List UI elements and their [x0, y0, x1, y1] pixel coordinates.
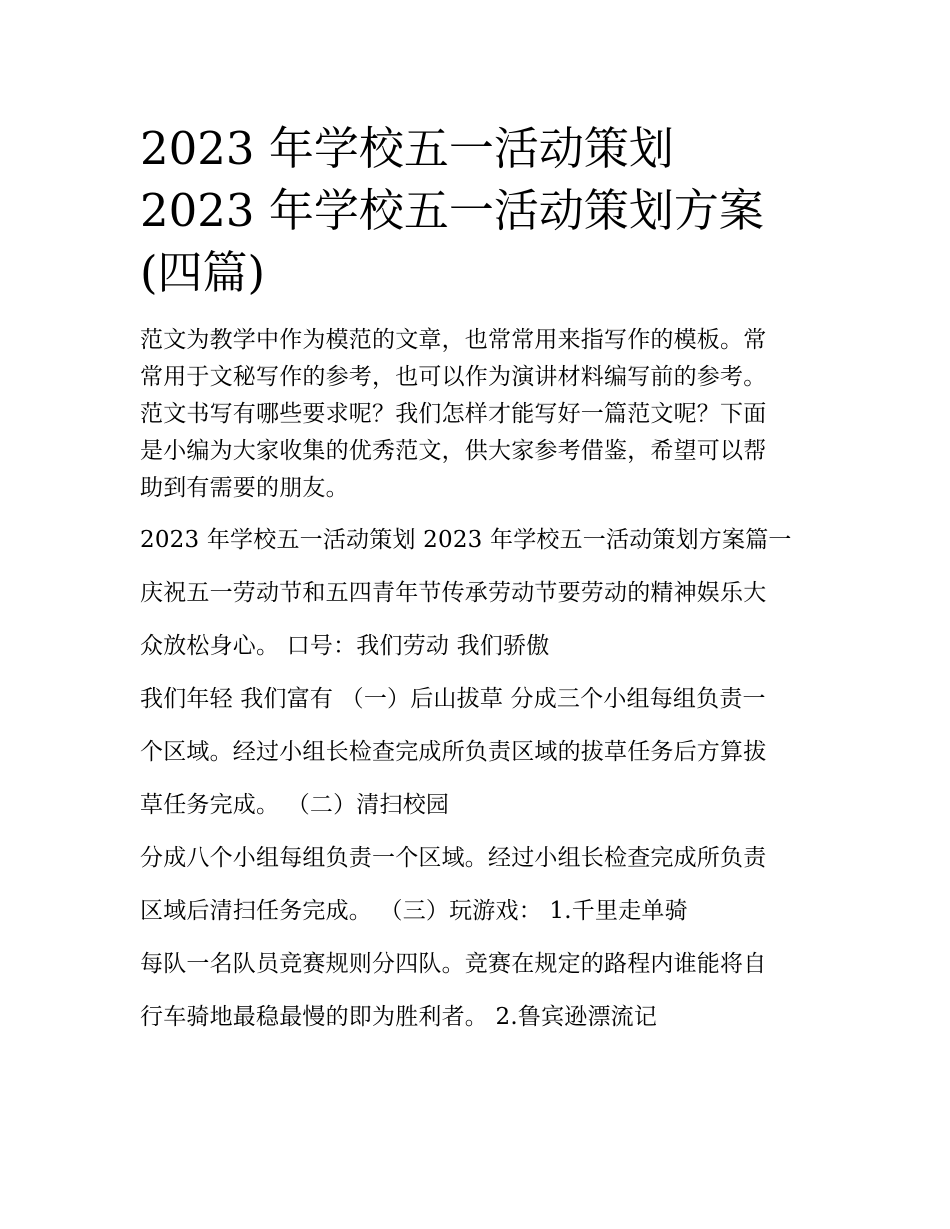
body-line: 区域后清扫任务完成。 （三）玩游戏： 1.千里走单骑: [140, 898, 688, 924]
intro-line: 是小编为大家收集的优秀范文，供大家参考借鉴，希望可以帮: [140, 438, 767, 464]
body-line: 个区域。经过小组长检查完成所负责区域的拔草任务后方算拔: [140, 739, 767, 765]
body-line: 众放松身心。 口号：我们劳动 我们骄傲: [140, 633, 550, 659]
intro-paragraph: [140, 322, 820, 507]
document-title-line-3: (四篇): [140, 246, 266, 299]
document-title-line-1: 2023 年学校五一活动策划: [140, 122, 674, 175]
body-paragraph: [140, 522, 820, 1036]
body-line: 2023 年学校五一活动策划 2023 年学校五一活动策划方案篇一: [140, 527, 792, 553]
document-content: [140, 118, 820, 1036]
intro-line: 常用于文秘写作的参考，也可以作为演讲材料编写前的参考。: [140, 364, 767, 390]
document-title-line-2: 2023 年学校五一活动策划方案: [140, 184, 764, 237]
body-line: 庆祝五一劳动节和五四青年节传承劳动节要劳动的精神娱乐大: [140, 580, 767, 606]
body-line: 行车骑地最稳最慢的即为胜利者。 2.鲁宾逊漂流记: [140, 1004, 658, 1030]
intro-line: 助到有需要的朋友。: [140, 475, 349, 501]
body-line: 分成八个小组每组负责一个区域。经过小组长检查完成所负责: [140, 845, 767, 871]
intro-line: 范文为教学中作为模范的文章，也常常用来指写作的模板。常: [140, 327, 767, 353]
body-line: 草任务完成。 （二）清扫校园: [140, 792, 450, 818]
body-line: 每队一名队员竞赛规则分四队。竞赛在规定的路程内谁能将自: [140, 951, 767, 977]
body-line: 我们年轻 我们富有 （一）后山拔草 分成三个小组每组负责一: [140, 686, 766, 712]
intro-line: 范文书写有哪些要求呢？我们怎样才能写好一篇范文呢？下面: [140, 401, 767, 427]
